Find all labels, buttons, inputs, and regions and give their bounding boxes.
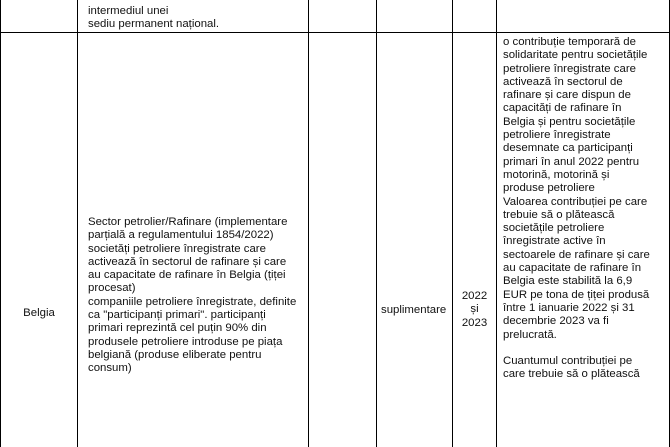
column-divider	[308, 0, 309, 447]
country-cell: Belgia	[23, 307, 55, 319]
description-cell: Sector petrolier/Rafinare (implementare parțială a regulamentului 1854/2022) societăți petroliere înregistrate care activează în sectorul de rafinare și care au capacitate de rafinare în Belgia (țiței procesat) companiile petroliere înregistrate, definite ca "participanți primari". participanți primari reprezintă cel puțin 90% din produsele petroliere introduse pe piața belgiană (produse eliberate pentru consum)	[88, 216, 297, 375]
column-divider	[0, 0, 1, 447]
years-cell: 2022 și 2023	[461, 290, 488, 329]
type-cell: suplimentare	[381, 304, 447, 316]
column-divider	[77, 0, 78, 447]
column-divider	[496, 0, 497, 447]
details-cell: o contribuție temporară de solidaritate pentru societățile petroliere înregistrate care activează în sectorul de rafinare și care dispun de capacități de rafinare în Belgia și pentru societățile petroliere înregistrate desemnate ca participanți primari în anul 2022 pentru motorină, motorină și produse petroliere Valoarea contribuției pe care trebuie să o plătească societățile petroliere înregistrate active în sectoarele de rafinare și care au capacitate de rafinare în Belgia este stabilită la 6,9 EUR pe tona de țiței produsă între 1 ianuarie 2022 și 31 decembrie 2023 va fi prelucrată. Cuantumul contribuției pe care trebuie să o plătească	[503, 36, 650, 381]
row-divider	[0, 32, 670, 33]
column-divider	[452, 0, 453, 447]
previous-row-description-cell: intermediul unei sediu permanent național.	[88, 5, 220, 31]
column-divider	[376, 0, 377, 447]
